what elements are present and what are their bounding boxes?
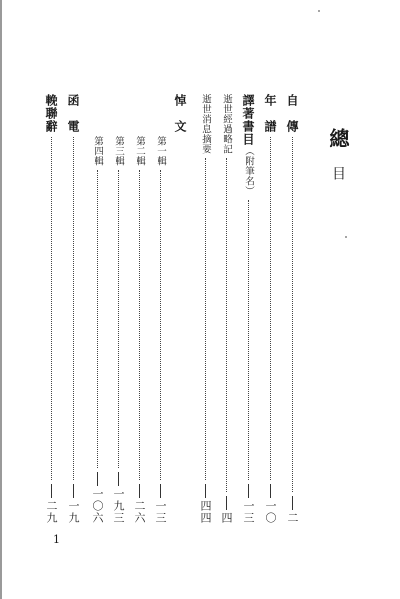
toc-entry-page: 四 [220,512,233,524]
toc-entry-page: 四四 [199,500,212,524]
toc-entry-elegy-vol4[interactable] [88,136,106,524]
toc-entry-page: 二九 [45,500,58,524]
toc-entry-couplets[interactable] [42,94,60,524]
toc-entry-elegy-vol3[interactable] [109,136,127,524]
toc-entry-page: 一九 [67,500,80,524]
leader-dots [270,137,271,480]
leader-dots [160,170,161,480]
toc-entry-chronology[interactable] [261,94,279,524]
toc-entry-elegy-vol2[interactable] [130,136,148,524]
page-number: 1 [53,533,60,546]
toc-entry-translations[interactable] [239,94,257,524]
scan-speck [318,10,320,12]
toc-entry-label: 第二輯 [134,136,145,166]
leader-rule [205,484,206,498]
toc-entry-label: 函 電 [66,94,80,133]
toc-entry-note: （附筆名） [243,146,254,196]
toc-entry-autobiography[interactable] [283,94,301,524]
leader-rule [139,484,140,498]
page-title: 總 [326,128,350,148]
toc-entry-label: 第一輯 [155,136,166,166]
toc-entry-page: 一〇六 [91,488,104,524]
toc-entry-label: 譯著書目 [241,94,255,146]
toc-section-heading: 悼 文 [173,94,187,133]
leader-dots [292,137,293,492]
leader-dots [118,170,119,468]
leader-dots [226,158,227,492]
leader-rule [292,496,293,510]
toc-title-block [327,128,349,180]
toc-entry-page: 一三 [242,500,255,524]
toc-section-elegies [171,94,189,524]
toc-entry-label: 自 傳 [285,94,299,133]
toc-entry-page: 二六 [133,500,146,524]
leader-dots [248,200,249,480]
leader-dots [139,170,140,480]
toc-entry-telegrams[interactable] [64,94,82,524]
toc-entry-page: 二 [286,512,299,524]
leader-dots [97,170,98,468]
toc-entry-travel-notes[interactable] [217,94,235,524]
leader-rule [73,484,74,498]
leader-rule [248,484,249,498]
toc-entry-label: 第四輯 [92,136,103,166]
scan-speck [345,236,347,238]
toc-entry-elegy-vol1[interactable] [151,136,169,524]
leader-rule [97,472,98,486]
leader-rule [270,484,271,498]
page-subtitle: 目 [330,166,346,180]
page-edge [0,0,2,599]
toc-entry-page: 一九三 [112,488,125,524]
leader-dots [51,137,52,480]
leader-rule [118,472,119,486]
toc-entry-label: 逝世消息摘要 [200,94,211,154]
toc-entry-label: 輓聯辭 [44,94,58,133]
toc-entry-label: 第三輯 [113,136,124,166]
leader-dots [205,158,206,480]
toc-entry-page: 一三 [154,500,167,524]
toc-entry-obituary-digest[interactable] [196,94,214,524]
toc-entry-label: 年 譜 [263,94,277,133]
leader-rule [226,496,227,510]
toc-entry-page: 一〇 [264,500,277,524]
leader-rule [51,484,52,498]
toc-entry-label: 逝世經過略記 [221,94,232,154]
leader-rule [160,484,161,498]
leader-dots [73,137,74,480]
